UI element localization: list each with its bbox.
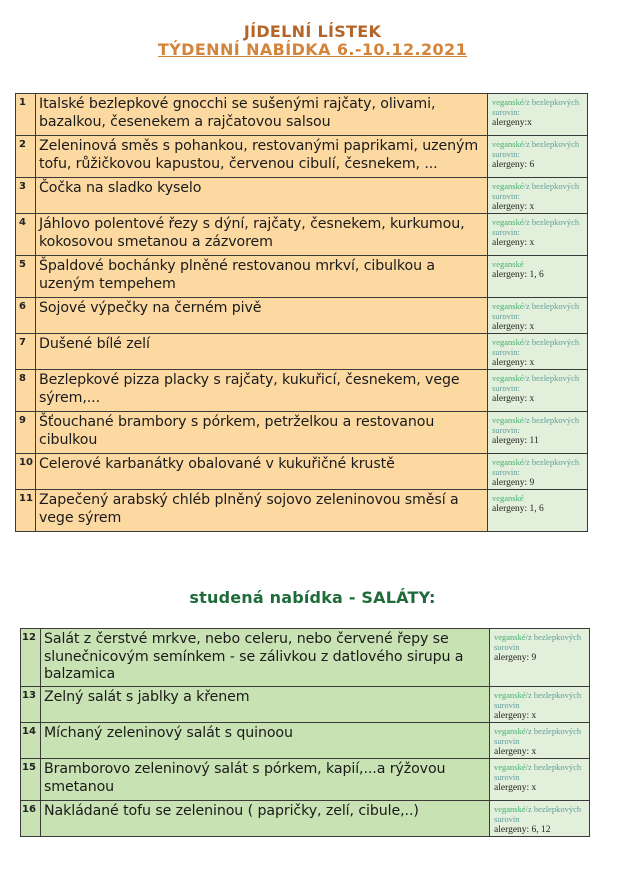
item-number: 2	[16, 136, 36, 178]
allergen-info	[488, 94, 588, 136]
allergens-value: alergeny: x	[494, 783, 537, 793]
allergen-info	[488, 178, 588, 214]
allergen-info	[488, 136, 588, 178]
allergens-value: alergeny:x	[492, 118, 532, 128]
allergen-info	[490, 629, 590, 687]
gluten-free-label: /z bezlepkových surovin:	[492, 217, 580, 237]
table-row	[16, 490, 588, 532]
allergens-value: alergeny: 1, 6	[492, 504, 544, 514]
allergen-info	[488, 334, 588, 370]
allergens-value: alergeny: x	[494, 747, 537, 757]
salad-menu-table	[20, 628, 590, 837]
vegan-label: veganské	[492, 457, 524, 467]
dish-name: Bezlepkové pizza placky s rajčaty, kukuřicí, česnekem, vege sýrem,...	[36, 370, 488, 412]
dish-name: Šťouchané brambory s pórkem, petrželkou a restovanou cibulkou	[36, 412, 488, 454]
table-row	[21, 801, 590, 837]
allergen-info	[490, 801, 590, 837]
dish-name: Zeleninová směs s pohankou, restovanými paprikami, uzeným tofu, růžičkovou kapustou, červenou cibulí, česnekem, ...	[36, 136, 488, 178]
allergens-value: alergeny: x	[492, 238, 535, 248]
vegan-label: veganské	[494, 804, 526, 814]
table-row	[21, 629, 590, 687]
item-number: 15	[21, 759, 41, 801]
vegan-label: veganské	[492, 139, 524, 149]
table-row	[16, 298, 588, 334]
item-number: 9	[16, 412, 36, 454]
vegan-label: veganské	[494, 762, 526, 772]
vegan-label: veganské	[494, 690, 526, 700]
vegan-label: veganské	[492, 259, 524, 269]
gluten-free-label: /z bezlepkových surovin	[494, 762, 582, 782]
allergen-info	[490, 759, 590, 801]
item-number: 11	[16, 490, 36, 532]
gluten-free-label: /z bezlepkových surovin	[494, 726, 582, 746]
gluten-free-label: /z bezlepkových surovin	[494, 804, 582, 824]
allergen-info	[488, 412, 588, 454]
item-number: 6	[16, 298, 36, 334]
item-number: 16	[21, 801, 41, 837]
vegan-label: veganské	[492, 181, 524, 191]
allergens-value: alergeny: x	[492, 322, 535, 332]
table-row	[16, 334, 588, 370]
dish-name: Dušené bílé zelí	[36, 334, 488, 370]
vegan-label: veganské	[492, 493, 524, 503]
allergens-value: alergeny: 6	[492, 160, 535, 170]
dish-name: Čočka na sladko kyselo	[36, 178, 488, 214]
table-row	[21, 687, 590, 723]
gluten-free-label: /z bezlepkových surovin:	[492, 415, 580, 435]
dish-name: Míchaný zeleninový salát s quinoou	[41, 723, 490, 759]
allergen-info	[490, 723, 590, 759]
gluten-free-label: /z bezlepkových surovin	[494, 690, 582, 710]
item-number: 1	[16, 94, 36, 136]
allergens-value: alergeny: x	[494, 711, 537, 721]
allergen-info	[488, 214, 588, 256]
dish-name: Italské bezlepkové gnocchi se sušenými rajčaty, olivami, bazalkou, česenekem a rajčatovou salsou	[36, 94, 488, 136]
allergens-value: alergeny: 11	[492, 436, 539, 446]
dish-name: Sojové výpečky na černém pivě	[36, 298, 488, 334]
item-number: 3	[16, 178, 36, 214]
table-row	[16, 178, 588, 214]
table-row	[16, 214, 588, 256]
allergen-info	[488, 370, 588, 412]
dish-name: Jáhlovo polentové řezy s dýní, rajčaty, česnekem, kurkumou, kokosovou smetanou a zázvorem	[36, 214, 488, 256]
dish-name: Zelný salát s jablky a křenem	[41, 687, 490, 723]
allergens-value: alergeny: x	[492, 202, 535, 212]
item-number: 14	[21, 723, 41, 759]
hot-menu-table	[15, 93, 588, 532]
vegan-label: veganské	[494, 632, 526, 642]
gluten-free-label: /z bezlepkových surovin:	[492, 139, 580, 159]
table-row	[16, 136, 588, 178]
gluten-free-label: /z bezlepkových surovin:	[492, 457, 580, 477]
table-row	[16, 454, 588, 490]
item-number: 12	[21, 629, 41, 687]
dish-name: Nakládané tofu se zeleninou ( papričky, zelí, cibule,..)	[41, 801, 490, 837]
item-number: 5	[16, 256, 36, 298]
allergens-value: alergeny: 9	[492, 478, 535, 488]
allergen-info	[488, 256, 588, 298]
item-number: 10	[16, 454, 36, 490]
table-row	[16, 256, 588, 298]
item-number: 7	[16, 334, 36, 370]
allergens-value: alergeny: 9	[494, 653, 537, 663]
table-row	[16, 94, 588, 136]
allergens-value: alergeny: 1, 6	[492, 270, 544, 280]
vegan-label: veganské	[492, 373, 524, 383]
salad-section-heading: studená nabídka - SALÁTY:	[189, 588, 436, 607]
allergens-value: alergeny: 6, 12	[494, 825, 551, 835]
table-row	[21, 723, 590, 759]
table-row	[16, 370, 588, 412]
vegan-label: veganské	[492, 301, 524, 311]
allergen-info	[488, 454, 588, 490]
allergen-info	[488, 490, 588, 532]
item-number: 8	[16, 370, 36, 412]
vegan-label: veganské	[492, 97, 524, 107]
table-row	[21, 759, 590, 801]
gluten-free-label: /z bezlepkových surovin:	[492, 181, 580, 201]
allergen-info	[490, 687, 590, 723]
gluten-free-label: /z bezlepkových surovin:	[492, 373, 580, 393]
vegan-label: veganské	[492, 415, 524, 425]
menu-title: JÍDELNÍ LÍSTEK	[243, 22, 382, 41]
item-number: 13	[21, 687, 41, 723]
gluten-free-label: /z bezlepkových surovin:	[492, 337, 580, 357]
dish-name: Bramborovo zeleninový salát s pórkem, kapií,...a rýžovou smetanou	[41, 759, 490, 801]
allergens-value: alergeny: x	[492, 394, 535, 404]
table-row	[16, 412, 588, 454]
dish-name: Zapečený arabský chléb plněný sojovo zeleninovou směsí a vege sýrem	[36, 490, 488, 532]
gluten-free-label: /z bezlepkových surovin:	[492, 301, 580, 321]
item-number: 4	[16, 214, 36, 256]
allergen-info	[488, 298, 588, 334]
dish-name: Špaldové bochánky plněné restovanou mrkví, cibulkou a uzeným tempehem	[36, 256, 488, 298]
dish-name: Salát z čerstvé mrkve, nebo celeru, nebo červené řepy se slunečnicovým semínkem - se zálivkou z datlového sirupu a balzamica	[41, 629, 490, 687]
gluten-free-label: /z bezlepkových surovin:	[492, 97, 580, 117]
allergens-value: alergeny: x	[492, 358, 535, 368]
week-offer-heading: TÝDENNÍ NABÍDKA 6.-10.12.2021	[157, 40, 468, 59]
vegan-label: veganské	[492, 217, 524, 227]
vegan-label: veganské	[494, 726, 526, 736]
dish-name: Celerové karbanátky obalované v kukuřičné krustě	[36, 454, 488, 490]
gluten-free-label: /z bezlepkových surovin	[494, 632, 582, 652]
vegan-label: veganské	[492, 337, 524, 347]
